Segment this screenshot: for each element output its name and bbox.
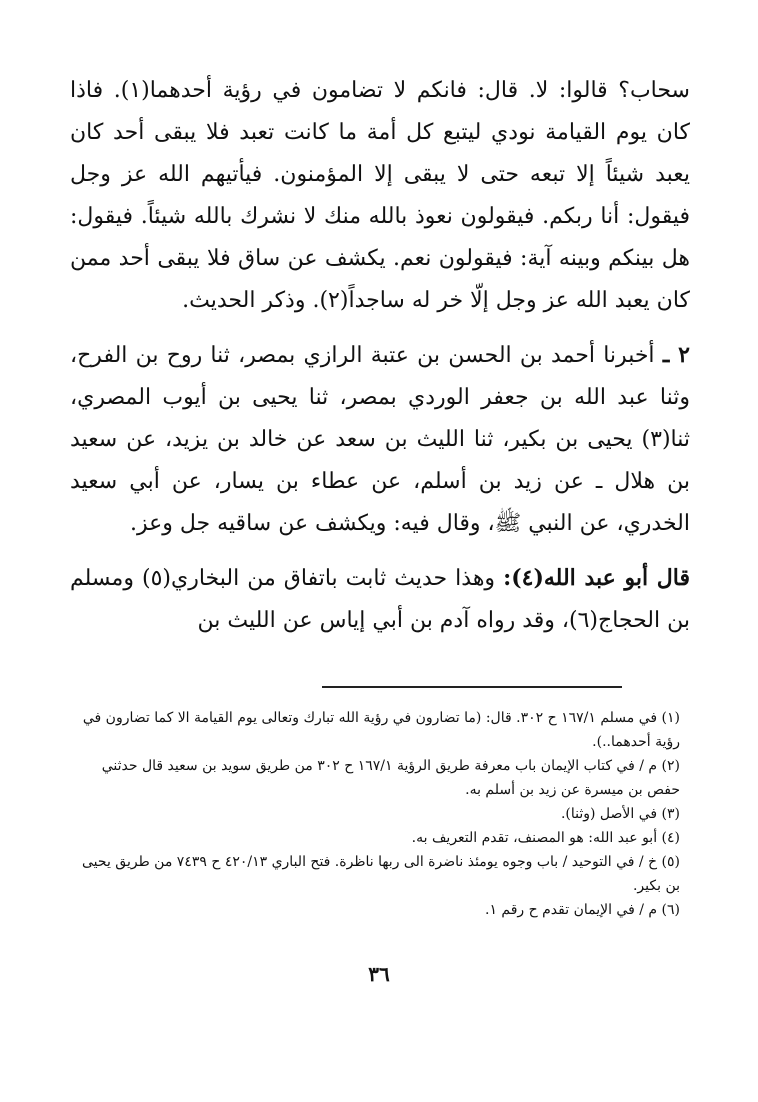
paragraph-2 <box>70 334 690 545</box>
paragraph-1: سحاب؟ قالوا: لا. قال: فانكم لا تضامون في رؤية أحدهما(١). فاذا كان يوم القيامة نودي ليتبع كل أمة ما كانت تعبد فلا يبقى أحد كان يعبد شيئاً إلا تبعه حتى لا يبقى إلا المؤمنون. فيأتيهم الله عز وجل فيقول: أنا ربكم. فيقولون نعوذ بالله منك لا نشرك بالله شيئاً. فيقول: هل بينكم وبينه آية: فيقولون نعم. يكشف عن ساق فلا يبقى أحد ممن كان يعبد الله عز وجل إلّا خر له ساجداً(٢). وذكر الحديث. <box>70 78 690 313</box>
footnote-4: (٤) أبو عبد الله: هو المصنف، تقدم التعريف به. <box>411 830 680 846</box>
page-number: ٣٦ <box>368 962 390 986</box>
paragraph-2-text: أخبرنا أحمد بن الحسن بن عتبة الرازي بمصر، ثنا روح بن الفرح، وثنا عبد الله بن جعفر الوردي بمصر، ثنا يحيى بن أيوب المصري، ثنا(٣) يحيى بن بكير، ثنا الليث بن سعد عن خالد بن يزيد، عن سعيد بن هلال ـ عن زيد بن أسلم، عن عطاء بن يسار، عن أبي سعيد الخدري، عن النبي ﷺ، وقال فيه: ويكشف عن ساقيه جل وعز. <box>70 343 690 536</box>
footnote-5: (٥) خ / في التوحيد / باب وجوه يومئذ ناضرة الى ربها ناظرة. فتح الباري ٤٢٠/١٣ ح ٧٤٣٩ من طريق يحيى بن بكير. <box>82 854 680 894</box>
footnote-2: (٢) م / في كتاب الإيمان باب معرفة طريق الرؤية ١٦٧/١ ح ٣٠٢ من طريق سويد بن سعيد قال حدثني حفص بن ميسرة عن زيد بن أسلم به. <box>101 758 680 798</box>
footnote-1: (١) في مسلم ١٦٧/١ ح ٣٠٢. قال: (ما تضارون في رؤية الله تبارك وتعالى يوم القيامة الا كما تضارون في رؤية أحدهما..). <box>82 710 680 750</box>
footnote-separator <box>322 686 622 688</box>
speaker-label: قال أبو عبد الله(٤): <box>503 565 690 591</box>
footnote-6: (٦) م / في الإيمان تقدم ح رقم ١. <box>484 902 680 918</box>
main-text <box>70 70 690 642</box>
footnote-3: (٣) في الأصل (وثنا). <box>560 806 680 822</box>
paragraph-3-text: وهذا حديث ثابت باتفاق من البخاري(٥) ومسلم بن الحجاج(٦)، وقد رواه آدم بن أبي إياس عن الليث بن <box>70 566 690 633</box>
hadith-number: ٢ ـ <box>662 342 690 368</box>
footnotes <box>80 706 680 922</box>
paragraph-3 <box>70 557 690 642</box>
